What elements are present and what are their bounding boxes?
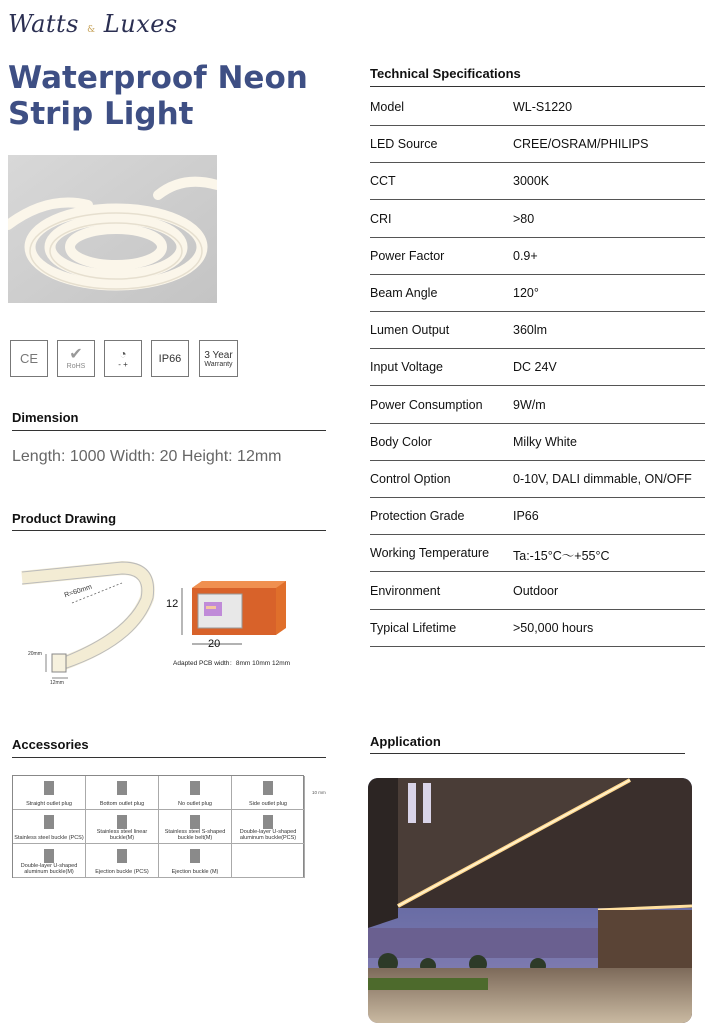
- spec-key: Body Color: [370, 434, 432, 449]
- brand-name-a: Watts: [8, 10, 79, 38]
- section-w-label: 20: [208, 638, 221, 650]
- spec-key: Power Factor: [370, 248, 445, 263]
- spec-row: [370, 274, 705, 312]
- spec-row: [370, 423, 705, 461]
- accessory-icon: [44, 815, 54, 829]
- rohs-badge: [57, 340, 95, 377]
- spec-value: 120°: [513, 286, 539, 300]
- product-title-line1: Waterproof Neon: [8, 60, 308, 96]
- accessory-cell: [86, 776, 159, 810]
- ce-mark: CE: [19, 351, 39, 366]
- spec-key: Model: [370, 100, 405, 114]
- spec-key: CCT: [370, 174, 396, 189]
- spec-value: Ta:-15°C～+55°C: [513, 549, 610, 564]
- spec-row: [370, 534, 705, 572]
- spec-key: Power Consumption: [370, 397, 483, 412]
- accessory-label: Straight outlet plug: [26, 801, 72, 807]
- spec-value: 0.9+: [513, 248, 538, 263]
- accessory-label: Bottom outlet plug: [99, 801, 145, 807]
- accessory-cell: [159, 810, 232, 844]
- accessory-cell: [159, 844, 232, 878]
- application-photo: [368, 778, 692, 1023]
- accessory-icon: [117, 849, 127, 863]
- accessory-label: Side outlet plug: [249, 801, 287, 807]
- specs-rule: [370, 86, 705, 87]
- accessory-icon: [190, 849, 200, 863]
- spec-value: CREE/OSRAM/PHILIPS: [513, 137, 649, 152]
- application-rule: [370, 753, 685, 754]
- spec-value: WL-S1220: [513, 100, 573, 114]
- accessory-label: Double-layer U-shaped aluminum buckle(M): [20, 863, 78, 875]
- accessory-icon: [44, 849, 54, 863]
- spec-value: IP66: [513, 509, 539, 524]
- spec-value: 3000K: [513, 174, 550, 189]
- dimension-text: Length: 1000 Width: 20 Height: 12mm: [12, 448, 282, 465]
- accessory-cell: [232, 810, 305, 844]
- accessory-cell: [232, 844, 305, 878]
- spec-row: [370, 386, 705, 424]
- brand-logo: [8, 10, 178, 38]
- accessory-height-note: 10 mm: [312, 790, 326, 795]
- spec-key: Typical Lifetime: [370, 620, 457, 635]
- side-h-label: 12mm: [50, 680, 64, 686]
- product-title-line2: Strip Light: [8, 96, 194, 132]
- accessory-icon: [117, 815, 127, 829]
- spec-row: [370, 572, 705, 610]
- accessory-label: Stainless steel linear buckle(M): [96, 829, 148, 841]
- cross-section-drawing: [160, 578, 290, 656]
- spec-value: Milky White: [513, 434, 577, 449]
- spec-key: Input Voltage: [370, 360, 443, 375]
- ip66-label: IP66: [158, 352, 182, 365]
- accessory-label: No outlet plug: [178, 801, 212, 807]
- dimmable-badge: [104, 340, 142, 377]
- spec-row: [370, 88, 705, 126]
- accessory-cell: [86, 844, 159, 878]
- accessory-icon: [190, 781, 200, 795]
- ip66-badge: [151, 340, 189, 377]
- product-title: [8, 60, 338, 132]
- accessory-label: Ejection buckle (M): [171, 869, 219, 875]
- application-heading: Application: [370, 734, 441, 749]
- drawing-rule: [12, 530, 326, 531]
- accessory-cell: [13, 776, 86, 810]
- specs-heading: Technical Specifications: [370, 66, 521, 81]
- spec-key: Beam Angle: [370, 286, 438, 300]
- rohs-label: RoHS: [66, 363, 86, 370]
- spec-row: [370, 237, 705, 275]
- pcb-note: Adapted PCB width：8mm 10mm 12mm: [173, 660, 291, 667]
- spec-row: [370, 348, 705, 386]
- spec-row: [370, 200, 705, 238]
- accessory-label: Stainless steel buckle (PCS): [14, 835, 84, 841]
- dimmer-icon: ◔: [119, 347, 127, 361]
- warranty-sub: Warranty: [204, 360, 233, 368]
- spec-key: Control Option: [370, 472, 451, 486]
- checkmark-icon: ✔: [69, 346, 83, 363]
- accessory-icon: [263, 781, 273, 795]
- accessory-cell: [86, 810, 159, 844]
- accessory-cell: [13, 810, 86, 844]
- accessory-icon: [263, 815, 273, 829]
- spec-key: Protection Grade: [370, 509, 465, 524]
- accessory-cell: [232, 776, 305, 810]
- u-shape-drawing: [12, 548, 162, 688]
- spec-row: [370, 609, 705, 647]
- spec-value: 0-10V, DALI dimmable, ON/OFF: [513, 472, 692, 486]
- dimmable-label: - +: [118, 360, 128, 369]
- spec-key: Lumen Output: [370, 323, 450, 338]
- product-photo: [8, 155, 217, 303]
- spec-row: [370, 460, 705, 498]
- spec-value: DC 24V: [513, 360, 557, 375]
- spec-value: >50,000 hours: [513, 620, 594, 635]
- spec-key: Environment: [370, 583, 441, 598]
- spec-value: >80: [513, 211, 535, 226]
- ce-badge: [10, 340, 48, 377]
- accessory-icon: [117, 781, 127, 795]
- accessory-label: Stainless steel S-shaped buckle belt(M): [164, 829, 226, 841]
- accessory-label: Double-layer U-shaped aluminum buckle(PCS): [239, 829, 297, 841]
- accessory-cell: [159, 776, 232, 810]
- spec-row: [370, 311, 705, 349]
- brand-name-b: Luxes: [103, 10, 178, 38]
- drawing-heading: Product Drawing: [12, 511, 117, 526]
- accessories-table: [12, 775, 304, 878]
- section-h-label: 12: [166, 598, 179, 610]
- spec-value: 9W/m: [513, 397, 546, 412]
- brand-amp: &: [87, 25, 96, 35]
- spec-row: [370, 497, 705, 535]
- accessories-rule: [12, 757, 326, 758]
- warranty-badge: [199, 340, 238, 377]
- spec-key: LED Source: [370, 137, 438, 152]
- spec-value: Outdoor: [513, 583, 559, 598]
- spec-key: CRI: [370, 211, 392, 226]
- accessory-icon: [44, 781, 54, 795]
- accessory-label: Ejection buckle (PCS): [95, 869, 149, 875]
- dimension-heading: Dimension: [12, 410, 79, 425]
- radius-label: R=60mm: [63, 583, 93, 600]
- warranty-label: 3 Year: [204, 349, 233, 361]
- dimension-rule: [12, 430, 326, 431]
- side-w-label: 20mm: [28, 651, 42, 657]
- accessories-heading: Accessories: [12, 737, 89, 752]
- accessory-cell: [13, 844, 86, 878]
- accessory-icon: [190, 815, 200, 829]
- spec-key: Working Temperature: [370, 546, 490, 561]
- spec-row: [370, 162, 705, 200]
- spec-row: [370, 125, 705, 163]
- spec-value: 360lm: [513, 323, 548, 338]
